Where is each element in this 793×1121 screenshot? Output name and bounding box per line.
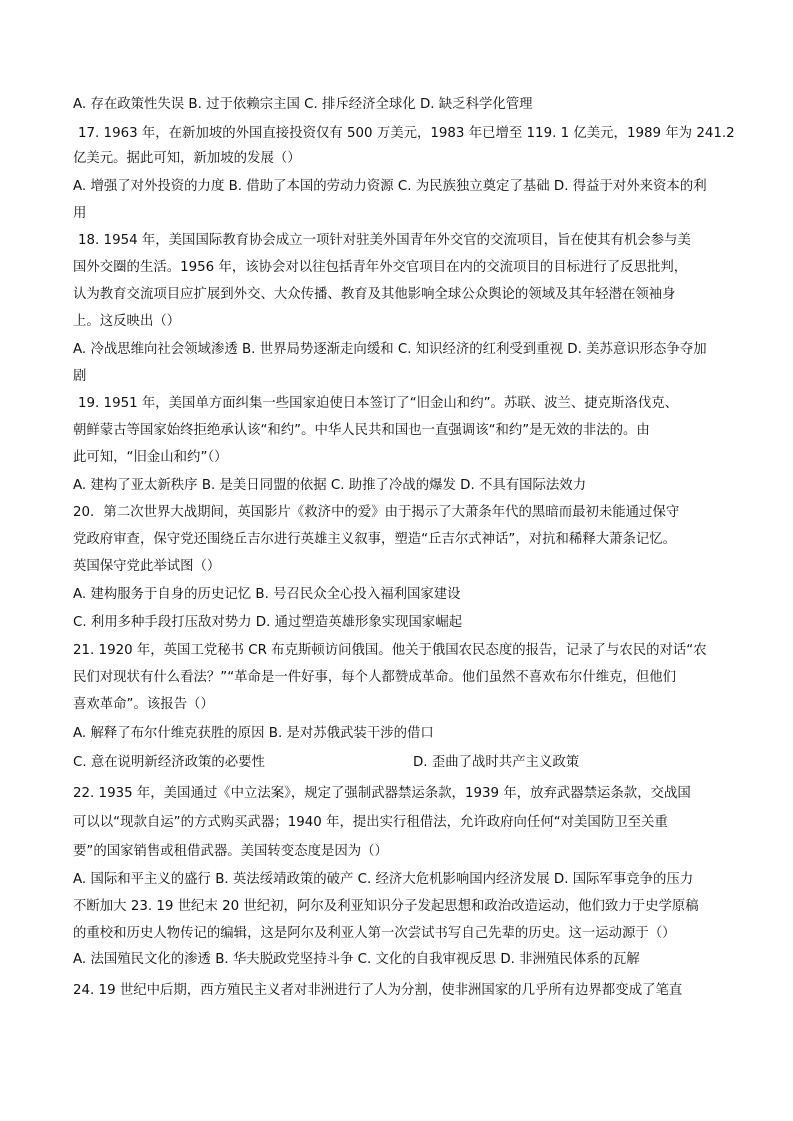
- text-line: 18. 1954 年，美国国际教育协会成立一项针对驻美外国青年外交官的交流项目，旨在使其有机会参与美: [78, 233, 691, 248]
- text-line: A. 建构服务于自身的历史记忆 B. 号召民众全心投入福利国家建设: [73, 587, 461, 602]
- text-line: 朝鲜蒙古等国家始终拒绝承认该“和约”。中华人民共和国也一直强调该“和约”是无效的非法的。由: [73, 423, 650, 438]
- text-line: A. 增强了对外投资的力度 B. 借助了本国的劳动力资源 C. 为民族独立奠定了基础 D. 得益于对外来资本的利: [73, 179, 707, 194]
- text-line: A. 法国殖民文化的渗透 B. 华夫脱政党坚持斗争 C. 文化的自我审视反思 D. 非洲殖民体系的瓦解: [73, 952, 640, 967]
- text-line: 剧: [73, 369, 87, 384]
- text-line: 20．第二次世界大战期间，英国影片《救济中的爱》由于揭示了大萧条年代的黑暗而最初未能通过保守: [73, 505, 680, 520]
- text-line: A. 存在政策性失误 B. 过于依赖宗主国 C. 排斥经济全球化 D. 缺乏科学化管理: [73, 97, 533, 112]
- text-line: C. 利用多种手段打压敌对势力 D. 通过塑造英雄形象实现国家崛起: [73, 615, 463, 630]
- text-line: 的重校和历史人物传记的编辑，这是阿尔及利亚人第一次尝试书写自己先辈的历史。这一运动源于（）: [73, 926, 676, 941]
- text-line: 认为教育交流项目应扩展到外交、大众传播、教育及其他影响全球公众舆论的领域及其年轻潜在领袖身: [73, 287, 676, 302]
- text-line: 22. 1935 年，美国通过《中立法案》，规定了强制武器禁运条款，1939 年，放弃武器禁运条款，交战国: [73, 786, 691, 801]
- text-line: 亿美元。据此可知，新加坡的发展（）: [73, 151, 301, 166]
- text-line: 要”的国家销售或租借武器。美国转变态度是因为（）: [73, 844, 388, 859]
- text-line: 24. 19 世纪中后期，西方殖民主义者对非洲进行了人为分割，使非洲国家的几乎所有边界都变成了笔直: [73, 983, 683, 998]
- text-line: A. 解释了布尔什维克获胜的原因 B. 是对苏俄武装干涉的借口: [73, 726, 434, 741]
- text-line: 可以以“现款自运”的方式购买武器；1940 年，提出实行租借法，允许政府向任何“对美国防卫至关重: [73, 815, 668, 830]
- text-line-two-options: [73, 754, 723, 772]
- text-line: 国外交圈的生活。1956 年，该协会对以往包括青年外交官项目在内的交流项目的目标进行了反思批判，: [73, 260, 688, 275]
- text-line: 上。这反映出（）: [73, 314, 181, 329]
- text-line: 民们对现状有什么看法？”“革命是一件好事，每个人都赞成革命。他们虽然不喜欢布尔什维克，但他们: [73, 670, 677, 685]
- text-line: 英国保守党此举试图（）: [73, 559, 221, 574]
- text-line: 喜欢革命”。该报告（）: [73, 697, 214, 712]
- option-d: D. 歪曲了战时共产主义政策: [413, 755, 580, 770]
- text-line: 此可知，“旧金山和约”（）: [73, 450, 228, 465]
- text-line: 不断加大 23. 19 世纪末 20 世纪初，阿尔及利亚知识分子发起思想和政治改造运动，他们致力于史学原稿: [73, 899, 699, 914]
- text-line: 17. 1963 年，在新加坡的外国直接投资仅有 500 万美元，1983 年已增至 119. 1 亿美元，1989 年为 241.2: [78, 126, 735, 141]
- text-line: A. 建构了亚太新秩序 B. 是美日同盟的依据 C. 助推了冷战的爆发 D. 不具有国际法效力: [73, 478, 587, 493]
- option-c: C. 意在说明新经济政策的必要性: [73, 755, 265, 770]
- text-line: A. 冷战思维向社会领域渗透 B. 世界局势逐渐走向缓和 C. 知识经济的红利受到重视 D. 美苏意识形态争夺加: [73, 342, 707, 357]
- text-line: A. 国际和平主义的盛行 B. 英法绥靖政策的破产 C. 经济大危机影响国内经济发展 D. 国际军事竞争的压力: [73, 872, 694, 887]
- text-line: 党政府审查，保守党还围绕丘吉尔进行英雄主义叙事，塑造“丘吉尔式神话”，对抗和稀释大萧条记忆。: [73, 532, 677, 547]
- text-line: 21. 1920 年，英国工党秘书 CR 布克斯顿访问俄国。他关于俄国农民态度的报告，记录了与农民的对话“农: [73, 643, 707, 658]
- text-line: 用: [73, 206, 87, 221]
- text-line: 19. 1951 年，美国单方面纠集一些国家迫使日本签订了“旧金山和约”。苏联、波兰、捷克斯洛伐克、: [78, 396, 678, 411]
